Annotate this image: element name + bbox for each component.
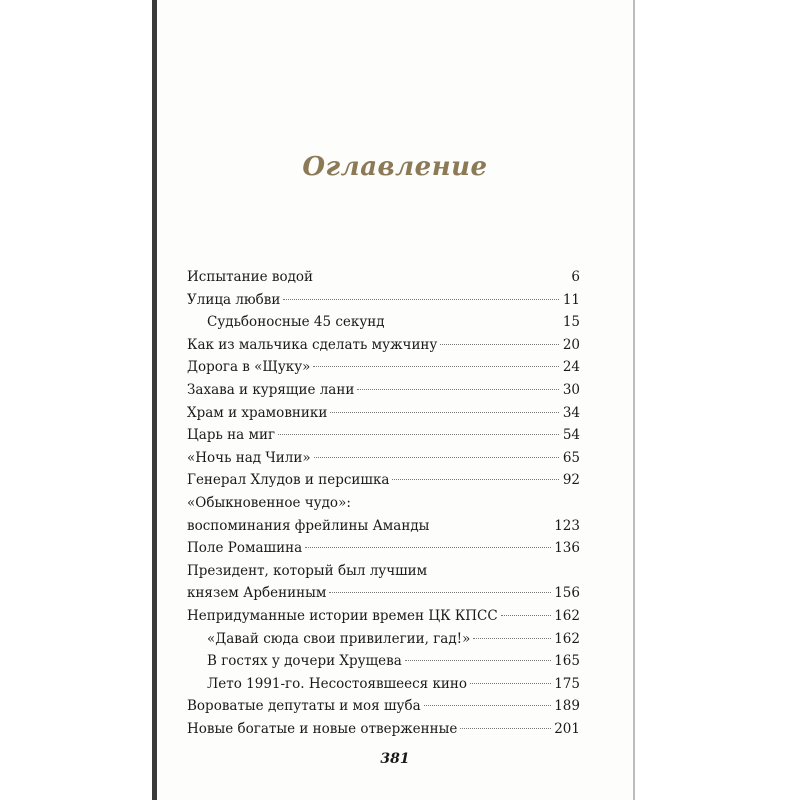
toc-entry-page: 34 (562, 404, 580, 421)
toc-entry (187, 605, 580, 628)
toc-dot-leader (330, 412, 559, 413)
toc-entry (187, 628, 580, 651)
toc-dot-leader (357, 389, 559, 390)
toc-entry (187, 334, 580, 357)
toc-entry (187, 447, 580, 470)
toc-entry-title: Улица любви (187, 291, 281, 308)
toc-entry (187, 356, 580, 379)
toc-entry-title: Царь на миг (187, 427, 276, 444)
toc-entry-page: 20 (562, 336, 580, 353)
toc-entry-title: «Давай сюда свои привилегии, гад!» (207, 630, 471, 647)
toc-entry-title: В гостях у дочери Хрущева (207, 653, 402, 670)
toc-entry-page: 175 (554, 675, 580, 692)
toc-entry (187, 379, 580, 402)
toc-dot-leader (440, 344, 559, 345)
page-right-edge (633, 0, 635, 800)
toc-dot-leader (470, 683, 551, 684)
toc-entry-title: Президент, который был лучшим (187, 562, 428, 579)
toc-entry-page: 123 (554, 517, 580, 534)
toc-dot-leader (314, 457, 559, 458)
toc-entry-page: 11 (562, 291, 580, 308)
toc-entry (187, 537, 580, 560)
toc-entry-title: Новые богатые и новые отверженные (187, 720, 458, 737)
toc-entry (187, 492, 580, 515)
toc-entry (187, 650, 580, 673)
toc-entry-title: князем Арбениным (187, 585, 327, 602)
toc-entry-title: Как из мальчика сделать мужчину (187, 336, 438, 353)
toc-entry-page: 6 (571, 269, 580, 285)
toc-entry-title: Непридуманные истории времен ЦК КПСС (187, 607, 498, 624)
toc-entry-page: 201 (554, 720, 580, 737)
toc-entry-title: Испытание водой (187, 269, 314, 285)
toc-entry-page: 65 (562, 449, 580, 466)
toc-dot-leader (392, 479, 559, 480)
toc-entry (187, 266, 580, 289)
page-title: Оглавление (302, 152, 488, 182)
toc-entry (187, 695, 580, 718)
toc-entry (187, 515, 580, 538)
toc-entry-title: «Обыкновенное чудо»: (187, 494, 351, 511)
toc-entry (187, 560, 580, 583)
scan-background (0, 0, 152, 800)
toc-dot-leader (460, 728, 551, 729)
toc-dot-leader (305, 547, 551, 548)
toc-dot-leader (283, 299, 559, 300)
toc-entry (187, 718, 580, 741)
toc-entry-title: Захава и курящие лани (187, 381, 355, 398)
toc-entry-title: Поле Ромашина (187, 540, 303, 557)
toc-dot-leader (501, 615, 552, 616)
toc-entry-page: 162 (554, 607, 580, 624)
toc-entry (187, 582, 580, 605)
toc-dot-leader (405, 660, 551, 661)
table-of-contents (187, 266, 580, 740)
toc-entry (187, 673, 580, 696)
toc-entry (187, 402, 580, 425)
toc-entry (187, 289, 580, 312)
toc-entry-page: 165 (554, 653, 580, 670)
toc-entry-page: 189 (554, 698, 580, 715)
toc-entry-title: Дорога в «Щуку» (187, 359, 311, 376)
toc-dot-leader (329, 592, 551, 593)
toc-entry-page: 30 (562, 381, 580, 398)
toc-entry-page: 136 (554, 540, 580, 557)
toc-entry-page: 15 (562, 314, 580, 331)
toc-entry-title: Генерал Хлудов и персишка (187, 472, 390, 489)
toc-entry-page: 54 (562, 427, 580, 444)
toc-entry (187, 424, 580, 447)
toc-entry-page: 24 (562, 359, 580, 376)
toc-entry-title: Лето 1991-го. Несостоявшееся кино (207, 675, 468, 692)
toc-entry-title: воспоминания фрейлины Аманды (187, 517, 430, 534)
toc-dot-leader (313, 366, 559, 367)
page-number: 381 (380, 751, 410, 767)
toc-entry-title: Судьбоносные 45 секунд (207, 314, 385, 331)
toc-entry-page: 92 (562, 472, 580, 489)
toc-entry-title: Храм и храмовники (187, 404, 328, 421)
toc-dot-leader (278, 434, 559, 435)
toc-entry-title: Вороватые депутаты и моя шуба (187, 698, 421, 715)
toc-entry-title: «Ночь над Чили» (187, 449, 311, 466)
toc-entry-page: 162 (554, 630, 580, 647)
toc-dot-leader (424, 705, 552, 706)
toc-dot-leader (473, 638, 551, 639)
toc-entry (187, 311, 580, 334)
toc-entry (187, 469, 580, 492)
toc-entry-page: 156 (554, 585, 580, 602)
